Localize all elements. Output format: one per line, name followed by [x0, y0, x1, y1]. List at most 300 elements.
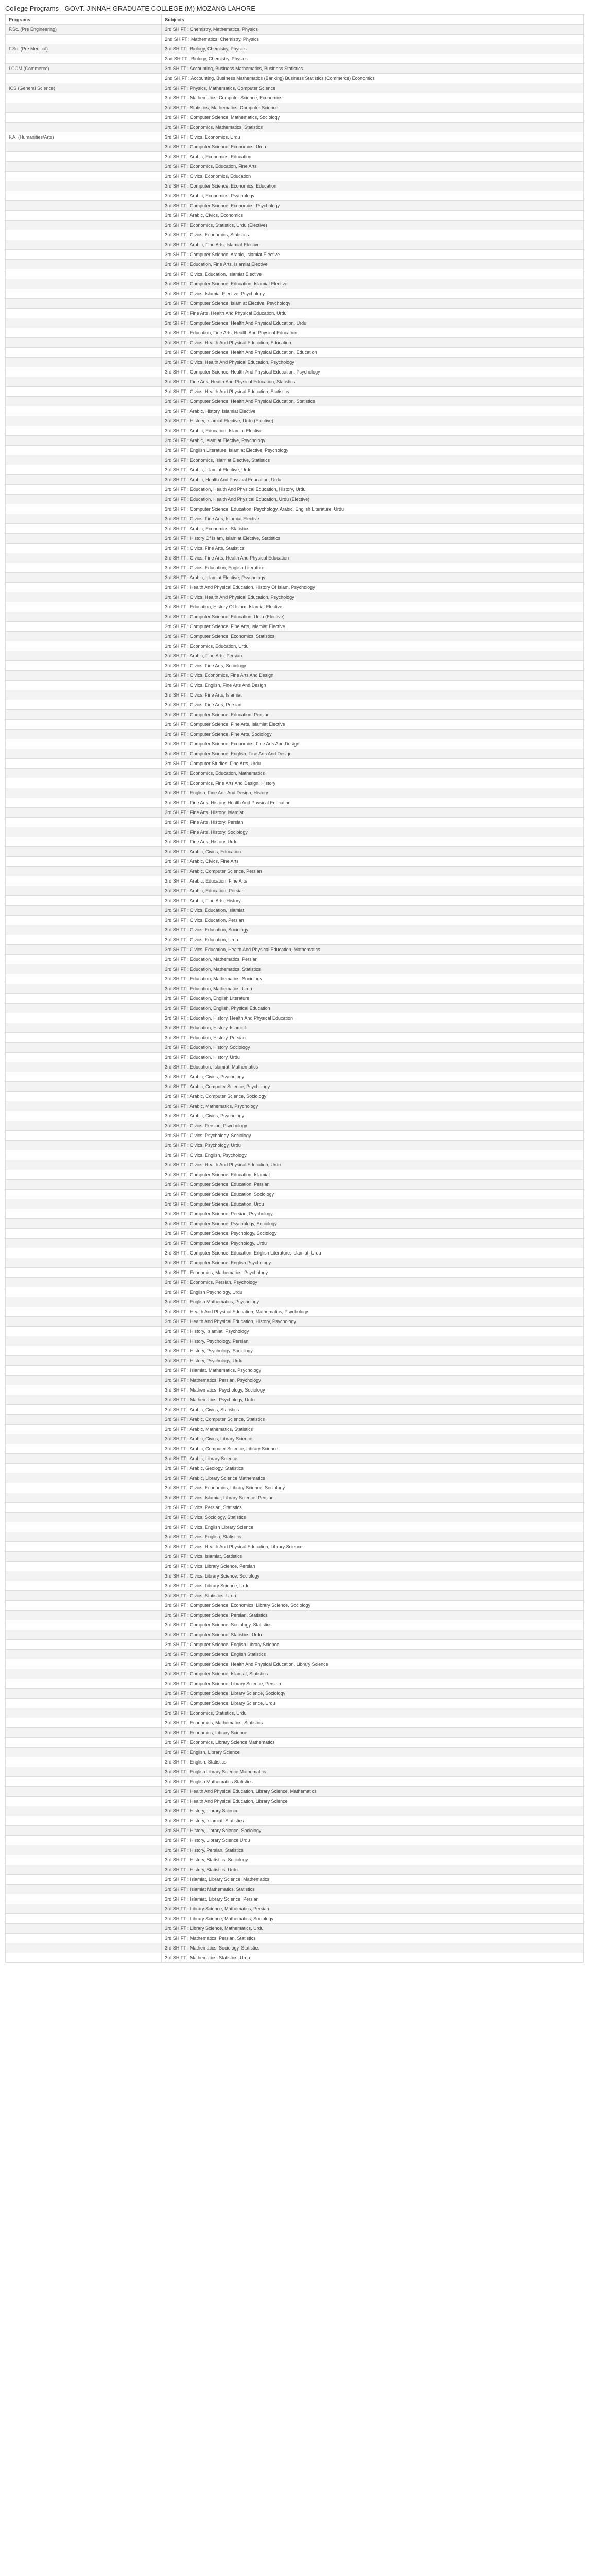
- program-cell: [6, 1053, 162, 1062]
- table-row: [6, 906, 584, 916]
- table-row: [6, 1513, 584, 1522]
- program-cell: [6, 514, 162, 524]
- table-row: [6, 1268, 584, 1278]
- subjects-cell: 3rd SHIFT : Arabic, Computer Science, Psychology: [162, 1082, 584, 1092]
- program-cell: [6, 504, 162, 514]
- program-cell: [6, 1777, 162, 1787]
- subjects-cell: 3rd SHIFT : Computer Science, Mathematics, Sociology: [162, 113, 584, 123]
- subjects-cell: 3rd SHIFT : Islamiat, Library Science, Persian: [162, 1894, 584, 1904]
- table-row: [6, 1718, 584, 1728]
- subjects-cell: 3rd SHIFT : Education, History, Sociology: [162, 1043, 584, 1053]
- table-row: [6, 1943, 584, 1953]
- table-row: [6, 1503, 584, 1513]
- program-cell: [6, 1092, 162, 1101]
- subjects-cell: 3rd SHIFT : Civics, Education, Health And Physical Education, Mathematics: [162, 945, 584, 955]
- table-row: [6, 749, 584, 759]
- program-cell: [6, 446, 162, 455]
- table-row: [6, 1287, 584, 1297]
- table-row: [6, 1415, 584, 1425]
- program-cell: [6, 172, 162, 181]
- program-cell: [6, 1278, 162, 1287]
- table-row: [6, 103, 584, 113]
- subjects-cell: 3rd SHIFT : Economics, Statistics, Urdu: [162, 1708, 584, 1718]
- subjects-cell: 3rd SHIFT : Education, English Literature: [162, 994, 584, 1004]
- subjects-cell: 3rd SHIFT : Computer Science, Health And Physical Education, Statistics: [162, 397, 584, 406]
- table-row: [6, 1797, 584, 1806]
- table-row: [6, 211, 584, 221]
- program-cell: [6, 1630, 162, 1640]
- program-cell: [6, 152, 162, 162]
- table-row: [6, 818, 584, 827]
- program-cell: [6, 309, 162, 318]
- program-cell: F.Sc. (Pre Engineering): [6, 25, 162, 35]
- table-row: [6, 1297, 584, 1307]
- program-cell: [6, 191, 162, 201]
- table-row: [6, 289, 584, 299]
- program-cell: [6, 1581, 162, 1591]
- subjects-cell: 3rd SHIFT : Civics, Library Science, Sociology: [162, 1571, 584, 1581]
- table-row: [6, 1728, 584, 1738]
- program-cell: [6, 1503, 162, 1513]
- program-cell: [6, 1131, 162, 1141]
- subjects-cell: 3rd SHIFT : Computer Science, Persian, Psychology: [162, 1209, 584, 1219]
- subjects-cell: 3rd SHIFT : Chemistry, Mathematics, Physics: [162, 25, 584, 35]
- subjects-cell: 3rd SHIFT : Health And Physical Education, History, Psychology: [162, 1317, 584, 1327]
- table-row: [6, 1170, 584, 1180]
- program-cell: [6, 1317, 162, 1327]
- table-row: [6, 74, 584, 83]
- table-row: [6, 123, 584, 132]
- program-cell: [6, 1062, 162, 1072]
- program-cell: [6, 201, 162, 211]
- subjects-cell: 3rd SHIFT : Education, Mathematics, Urdu: [162, 984, 584, 994]
- program-cell: [6, 827, 162, 837]
- subjects-cell: 3rd SHIFT : Civics, Economics, Statistics: [162, 230, 584, 240]
- program-cell: [6, 534, 162, 544]
- subjects-cell: 3rd SHIFT : Fine Arts, History, Islamiat: [162, 808, 584, 818]
- table-row: [6, 1180, 584, 1190]
- subjects-cell: 3rd SHIFT : Civics, Health And Physical Education, Education: [162, 338, 584, 348]
- subjects-cell: 3rd SHIFT : English, Statistics: [162, 1757, 584, 1767]
- table-row: [6, 1571, 584, 1581]
- table-row: [6, 788, 584, 798]
- table-row: [6, 1699, 584, 1708]
- subjects-cell: 3rd SHIFT : Civics, English, Statistics: [162, 1532, 584, 1542]
- table-row: [6, 739, 584, 749]
- table-row: [6, 1346, 584, 1356]
- table-row: [6, 181, 584, 191]
- table-row: [6, 1004, 584, 1013]
- subjects-cell: 3rd SHIFT : Computer Science, Education, Persian: [162, 710, 584, 720]
- program-cell: [6, 592, 162, 602]
- table-row: [6, 475, 584, 485]
- table-row: [6, 221, 584, 230]
- subjects-cell: 3rd SHIFT : Economics, Islamiat Elective, Statistics: [162, 455, 584, 465]
- table-row: [6, 1454, 584, 1464]
- program-cell: [6, 867, 162, 876]
- program-cell: [6, 1425, 162, 1434]
- table-row: [6, 44, 584, 54]
- program-cell: [6, 1904, 162, 1914]
- program-cell: [6, 1141, 162, 1150]
- subjects-cell: 3rd SHIFT : Computer Science, Education, Islamiat: [162, 1170, 584, 1180]
- program-cell: [6, 1689, 162, 1699]
- table-row: [6, 1885, 584, 1894]
- subjects-cell: 3rd SHIFT : Civics, Library Science, Urdu: [162, 1581, 584, 1591]
- table-row: [6, 260, 584, 269]
- subjects-cell: 3rd SHIFT : Education, History, Urdu: [162, 1053, 584, 1062]
- table-row: [6, 1317, 584, 1327]
- table-row: [6, 671, 584, 681]
- subjects-cell: 3rd SHIFT : Mathematics, Psychology, Urdu: [162, 1395, 584, 1405]
- table-row: [6, 1111, 584, 1121]
- program-cell: [6, 1395, 162, 1405]
- table-row: [6, 1806, 584, 1816]
- table-row: [6, 1650, 584, 1659]
- table-row: [6, 994, 584, 1004]
- program-cell: [6, 455, 162, 465]
- program-cell: [6, 681, 162, 690]
- table-row: [6, 1562, 584, 1571]
- program-cell: [6, 886, 162, 896]
- program-cell: [6, 377, 162, 387]
- program-cell: [6, 1826, 162, 1836]
- table-row: [6, 808, 584, 818]
- subjects-cell: 3rd SHIFT : Education, Fine Arts, Health And Physical Education: [162, 328, 584, 338]
- program-cell: [6, 661, 162, 671]
- subjects-cell: 3rd SHIFT : Civics, Education, Islamiat: [162, 906, 584, 916]
- table-row: [6, 1072, 584, 1082]
- subjects-cell: 3rd SHIFT : Economics, Library Science Mathematics: [162, 1738, 584, 1748]
- subjects-cell: 3rd SHIFT : Computer Science, Psychology, Sociology: [162, 1219, 584, 1229]
- subjects-cell: 3rd SHIFT : Education, Islamiat, Mathematics: [162, 1062, 584, 1072]
- table-row: [6, 1836, 584, 1845]
- program-cell: [6, 1708, 162, 1718]
- program-cell: [6, 1336, 162, 1346]
- table-row: [6, 172, 584, 181]
- table-row: [6, 1777, 584, 1787]
- table-row: [6, 524, 584, 534]
- program-cell: [6, 524, 162, 534]
- program-cell: [6, 475, 162, 485]
- program-cell: [6, 1229, 162, 1239]
- program-cell: [6, 123, 162, 132]
- subjects-cell: 3rd SHIFT : Islamiat, Library Science, Mathematics: [162, 1875, 584, 1885]
- subjects-cell: 3rd SHIFT : Economics, Education, Urdu: [162, 641, 584, 651]
- program-cell: [6, 1268, 162, 1278]
- subjects-cell: 3rd SHIFT : History, Library Science, Sociology: [162, 1826, 584, 1836]
- subjects-cell: 3rd SHIFT : English Library Science Mathematics: [162, 1767, 584, 1777]
- program-cell: [6, 416, 162, 426]
- program-cell: [6, 1855, 162, 1865]
- program-cell: [6, 1385, 162, 1395]
- subjects-cell: 3rd SHIFT : Economics, Statistics, Urdu (Elective): [162, 221, 584, 230]
- subjects-cell: 3rd SHIFT : Civics, Economics, Fine Arts And Design: [162, 671, 584, 681]
- table-row: [6, 583, 584, 592]
- subjects-cell: 3rd SHIFT : Civics, Education, Sociology: [162, 925, 584, 935]
- program-cell: [6, 1111, 162, 1121]
- table-row: [6, 886, 584, 896]
- program-cell: [6, 338, 162, 348]
- subjects-cell: 3rd SHIFT : Arabic, Computer Science, Statistics: [162, 1415, 584, 1425]
- subjects-cell: 3rd SHIFT : Mathematics, Psychology, Sociology: [162, 1385, 584, 1395]
- program-cell: [6, 1806, 162, 1816]
- program-cell: [6, 1875, 162, 1885]
- subjects-cell: 3rd SHIFT : English Literature, Islamiat Elective, Psychology: [162, 446, 584, 455]
- table-row: [6, 876, 584, 886]
- program-cell: [6, 54, 162, 64]
- program-cell: [6, 759, 162, 769]
- table-row: [6, 1444, 584, 1454]
- subjects-cell: 3rd SHIFT : Economics, Library Science: [162, 1728, 584, 1738]
- program-cell: [6, 1640, 162, 1650]
- subjects-cell: 3rd SHIFT : Computer Science, Health And Physical Education, Urdu: [162, 318, 584, 328]
- table-row: [6, 1395, 584, 1405]
- program-cell: [6, 328, 162, 338]
- table-row: [6, 299, 584, 309]
- program-cell: [6, 1082, 162, 1092]
- subjects-cell: 3rd SHIFT : Health And Physical Education, Library Science: [162, 1797, 584, 1806]
- program-cell: [6, 1239, 162, 1248]
- subjects-cell: 3rd SHIFT : Arabic, Islamiat Elective, Psychology: [162, 573, 584, 583]
- table-row: [6, 916, 584, 925]
- subjects-cell: 3rd SHIFT : Computer Science, Education, Urdu: [162, 1199, 584, 1209]
- subjects-cell: 3rd SHIFT : Computer Science, Education, Urdu (Elective): [162, 612, 584, 622]
- table-row: [6, 1630, 584, 1640]
- table-row: [6, 1826, 584, 1836]
- table-row: [6, 622, 584, 632]
- table-row: [6, 1522, 584, 1532]
- subjects-cell: 3rd SHIFT : Computer Science, Economics, Urdu: [162, 142, 584, 152]
- subjects-cell: 3rd SHIFT : English Mathematics Statistics: [162, 1777, 584, 1787]
- table-row: [6, 1767, 584, 1777]
- table-row: [6, 1033, 584, 1043]
- table-row: [6, 1013, 584, 1023]
- subjects-cell: 3rd SHIFT : Education, English, Physical Education: [162, 1004, 584, 1013]
- subjects-cell: 3rd SHIFT : Civics, Psychology, Sociology: [162, 1131, 584, 1141]
- program-cell: [6, 1836, 162, 1845]
- table-row: [6, 269, 584, 279]
- table-row: [6, 1327, 584, 1336]
- program-cell: [6, 1601, 162, 1611]
- subjects-cell: 3rd SHIFT : Civics, Education, English Literature: [162, 563, 584, 573]
- table-row: [6, 847, 584, 857]
- table-row: [6, 1708, 584, 1718]
- table-row: [6, 1425, 584, 1434]
- table-row: [6, 1092, 584, 1101]
- table-row: [6, 495, 584, 504]
- program-cell: [6, 299, 162, 309]
- table-row: [6, 681, 584, 690]
- subjects-cell: 3rd SHIFT : Computer Science, Health And Physical Education, Psychology: [162, 367, 584, 377]
- table-row: [6, 113, 584, 123]
- table-row: [6, 142, 584, 152]
- program-cell: [6, 1180, 162, 1190]
- subjects-cell: 3rd SHIFT : Statistics, Mathematics, Computer Science: [162, 103, 584, 113]
- subjects-cell: 3rd SHIFT : Fine Arts, Health And Physical Education, Urdu: [162, 309, 584, 318]
- subjects-cell: 3rd SHIFT : Arabic, Civics, Statistics: [162, 1405, 584, 1415]
- table-row: [6, 1239, 584, 1248]
- table-row: [6, 1101, 584, 1111]
- subjects-cell: 3rd SHIFT : Education, History Of Islam, Islamiat Elective: [162, 602, 584, 612]
- subjects-cell: 3rd SHIFT : Fine Arts, History, Persian: [162, 818, 584, 827]
- table-row: [6, 935, 584, 945]
- table-row: [6, 720, 584, 730]
- subjects-cell: 3rd SHIFT : Computer Science, English, Fine Arts And Design: [162, 749, 584, 759]
- table-row: [6, 348, 584, 358]
- table-row: [6, 1366, 584, 1376]
- table-row: [6, 1043, 584, 1053]
- subjects-cell: 3rd SHIFT : Physics, Mathematics, Computer Science: [162, 83, 584, 93]
- program-cell: [6, 74, 162, 83]
- subjects-cell: 3rd SHIFT : Civics, English Library Science: [162, 1522, 584, 1532]
- table-row: [6, 1904, 584, 1914]
- table-row: [6, 436, 584, 446]
- program-cell: [6, 671, 162, 681]
- program-cell: [6, 406, 162, 416]
- subjects-cell: 3rd SHIFT : Computer Science, English Psychology: [162, 1258, 584, 1268]
- programs-table: [5, 14, 584, 1963]
- table-row: [6, 367, 584, 377]
- program-cell: [6, 269, 162, 279]
- program-cell: [6, 632, 162, 641]
- subjects-cell: 3rd SHIFT : Accounting, Business Mathematics, Business Statistics: [162, 64, 584, 74]
- subjects-cell: 3rd SHIFT : Arabic, Economics, Statistics: [162, 524, 584, 534]
- table-row: [6, 1934, 584, 1943]
- program-cell: [6, 837, 162, 847]
- program-cell: [6, 348, 162, 358]
- program-cell: [6, 1914, 162, 1924]
- subjects-cell: 3rd SHIFT : History, Islamiat, Psychology: [162, 1327, 584, 1336]
- table-row: [6, 1464, 584, 1473]
- table-row: [6, 318, 584, 328]
- subjects-cell: 3rd SHIFT : Civics, Islamiat Elective, Psychology: [162, 289, 584, 299]
- program-cell: [6, 1258, 162, 1268]
- subjects-cell: 3rd SHIFT : Civics, Persian, Psychology: [162, 1121, 584, 1131]
- subjects-cell: 3rd SHIFT : Civics, Fine Arts, Islamiat: [162, 690, 584, 700]
- table-row: [6, 1845, 584, 1855]
- subjects-cell: 3rd SHIFT : Islamiat Mathematics, Statistics: [162, 1885, 584, 1894]
- table-row: [6, 64, 584, 74]
- subjects-cell: 3rd SHIFT : Health And Physical Education, Library Science, Mathematics: [162, 1787, 584, 1797]
- table-row: [6, 455, 584, 465]
- subjects-cell: 3rd SHIFT : History, Islamiat Elective, Urdu (Elective): [162, 416, 584, 426]
- subjects-column-header: Subjects: [162, 15, 584, 25]
- table-row: [6, 240, 584, 250]
- table-row: [6, 1816, 584, 1826]
- program-cell: ICS (General Science): [6, 83, 162, 93]
- program-cell: [6, 1013, 162, 1023]
- table-row: [6, 1082, 584, 1092]
- subjects-cell: 3rd SHIFT : Civics, English, Fine Arts And Design: [162, 681, 584, 690]
- subjects-cell: 3rd SHIFT : Computer Science, Persian, Statistics: [162, 1611, 584, 1620]
- table-row: [6, 358, 584, 367]
- table-row: [6, 1679, 584, 1689]
- program-cell: [6, 622, 162, 632]
- table-row: [6, 1865, 584, 1875]
- subjects-cell: 3rd SHIFT : History, Islamiat, Statistics: [162, 1816, 584, 1826]
- table-row: [6, 1875, 584, 1885]
- table-row: [6, 1473, 584, 1483]
- subjects-cell: 3rd SHIFT : Civics, Education, Islamiat Elective: [162, 269, 584, 279]
- program-cell: F.Sc. (Pre Medical): [6, 44, 162, 54]
- subjects-cell: 3rd SHIFT : Computer Science, Economics, Statistics: [162, 632, 584, 641]
- program-cell: [6, 1297, 162, 1307]
- table-row: [6, 1199, 584, 1209]
- subjects-cell: 3rd SHIFT : Arabic, Islamiat Elective, Urdu: [162, 465, 584, 475]
- table-row: [6, 1532, 584, 1542]
- subjects-cell: 3rd SHIFT : Computer Science, Psychology, Urdu: [162, 1239, 584, 1248]
- program-cell: [6, 1209, 162, 1219]
- subjects-cell: 3rd SHIFT : Arabic, Fine Arts, Persian: [162, 651, 584, 661]
- program-cell: [6, 1473, 162, 1483]
- program-cell: [6, 1611, 162, 1620]
- subjects-cell: 3rd SHIFT : Computer Science, Fine Arts, Sociology: [162, 730, 584, 739]
- program-cell: [6, 984, 162, 994]
- subjects-cell: 3rd SHIFT : Arabic, Economics, Education: [162, 152, 584, 162]
- subjects-cell: 3rd SHIFT : Mathematics, Persian, Psychology: [162, 1376, 584, 1385]
- subjects-cell: 3rd SHIFT : Arabic, Education, Islamiat Elective: [162, 426, 584, 436]
- table-row: [6, 798, 584, 808]
- program-cell: [6, 583, 162, 592]
- program-cell: [6, 1376, 162, 1385]
- table-row: [6, 230, 584, 240]
- program-cell: [6, 651, 162, 661]
- program-cell: [6, 1483, 162, 1493]
- program-cell: [6, 1885, 162, 1894]
- subjects-cell: 3rd SHIFT : Computer Science, Arabic, Islamiat Elective: [162, 250, 584, 260]
- table-row: [6, 1209, 584, 1219]
- program-cell: [6, 612, 162, 622]
- program-cell: [6, 1679, 162, 1689]
- program-cell: [6, 1934, 162, 1943]
- program-cell: [6, 818, 162, 827]
- subjects-cell: 3rd SHIFT : History, Statistics, Urdu: [162, 1865, 584, 1875]
- table-row: [6, 1023, 584, 1033]
- program-cell: [6, 1356, 162, 1366]
- table-row: [6, 328, 584, 338]
- program-cell: F.A. (Humanities/Arts): [6, 132, 162, 142]
- program-cell: [6, 1307, 162, 1317]
- program-cell: [6, 788, 162, 798]
- program-cell: [6, 1121, 162, 1131]
- program-cell: [6, 465, 162, 475]
- program-cell: [6, 798, 162, 808]
- subjects-cell: 3rd SHIFT : Computer Science, Fine Arts, Islamiat Elective: [162, 622, 584, 632]
- subjects-cell: 3rd SHIFT : Computer Science, Statistics, Urdu: [162, 1630, 584, 1640]
- subjects-cell: 3rd SHIFT : Economics, Persian, Psychology: [162, 1278, 584, 1287]
- table-row: [6, 377, 584, 387]
- table-row: [6, 1190, 584, 1199]
- subjects-cell: 3rd SHIFT : Economics, Mathematics, Statistics: [162, 123, 584, 132]
- program-cell: [6, 1767, 162, 1777]
- program-cell: [6, 436, 162, 446]
- program-cell: [6, 1562, 162, 1571]
- subjects-cell: 3rd SHIFT : Computer Science, Education, English Literature, Islamiat, Urdu: [162, 1248, 584, 1258]
- subjects-cell: 3rd SHIFT : Health And Physical Education, Mathematics, Psychology: [162, 1307, 584, 1317]
- table-row: [6, 1640, 584, 1650]
- program-cell: [6, 1542, 162, 1552]
- subjects-cell: 3rd SHIFT : Civics, Library Science, Persian: [162, 1562, 584, 1571]
- program-cell: [6, 1650, 162, 1659]
- table-row: [6, 54, 584, 64]
- subjects-cell: 3rd SHIFT : Arabic, Mathematics, Psychology: [162, 1101, 584, 1111]
- table-row: [6, 309, 584, 318]
- program-cell: [6, 1444, 162, 1454]
- subjects-cell: 3rd SHIFT : Arabic, Education, Fine Arts: [162, 876, 584, 886]
- program-cell: [6, 700, 162, 710]
- subjects-cell: 3rd SHIFT : Education, Mathematics, Statistics: [162, 964, 584, 974]
